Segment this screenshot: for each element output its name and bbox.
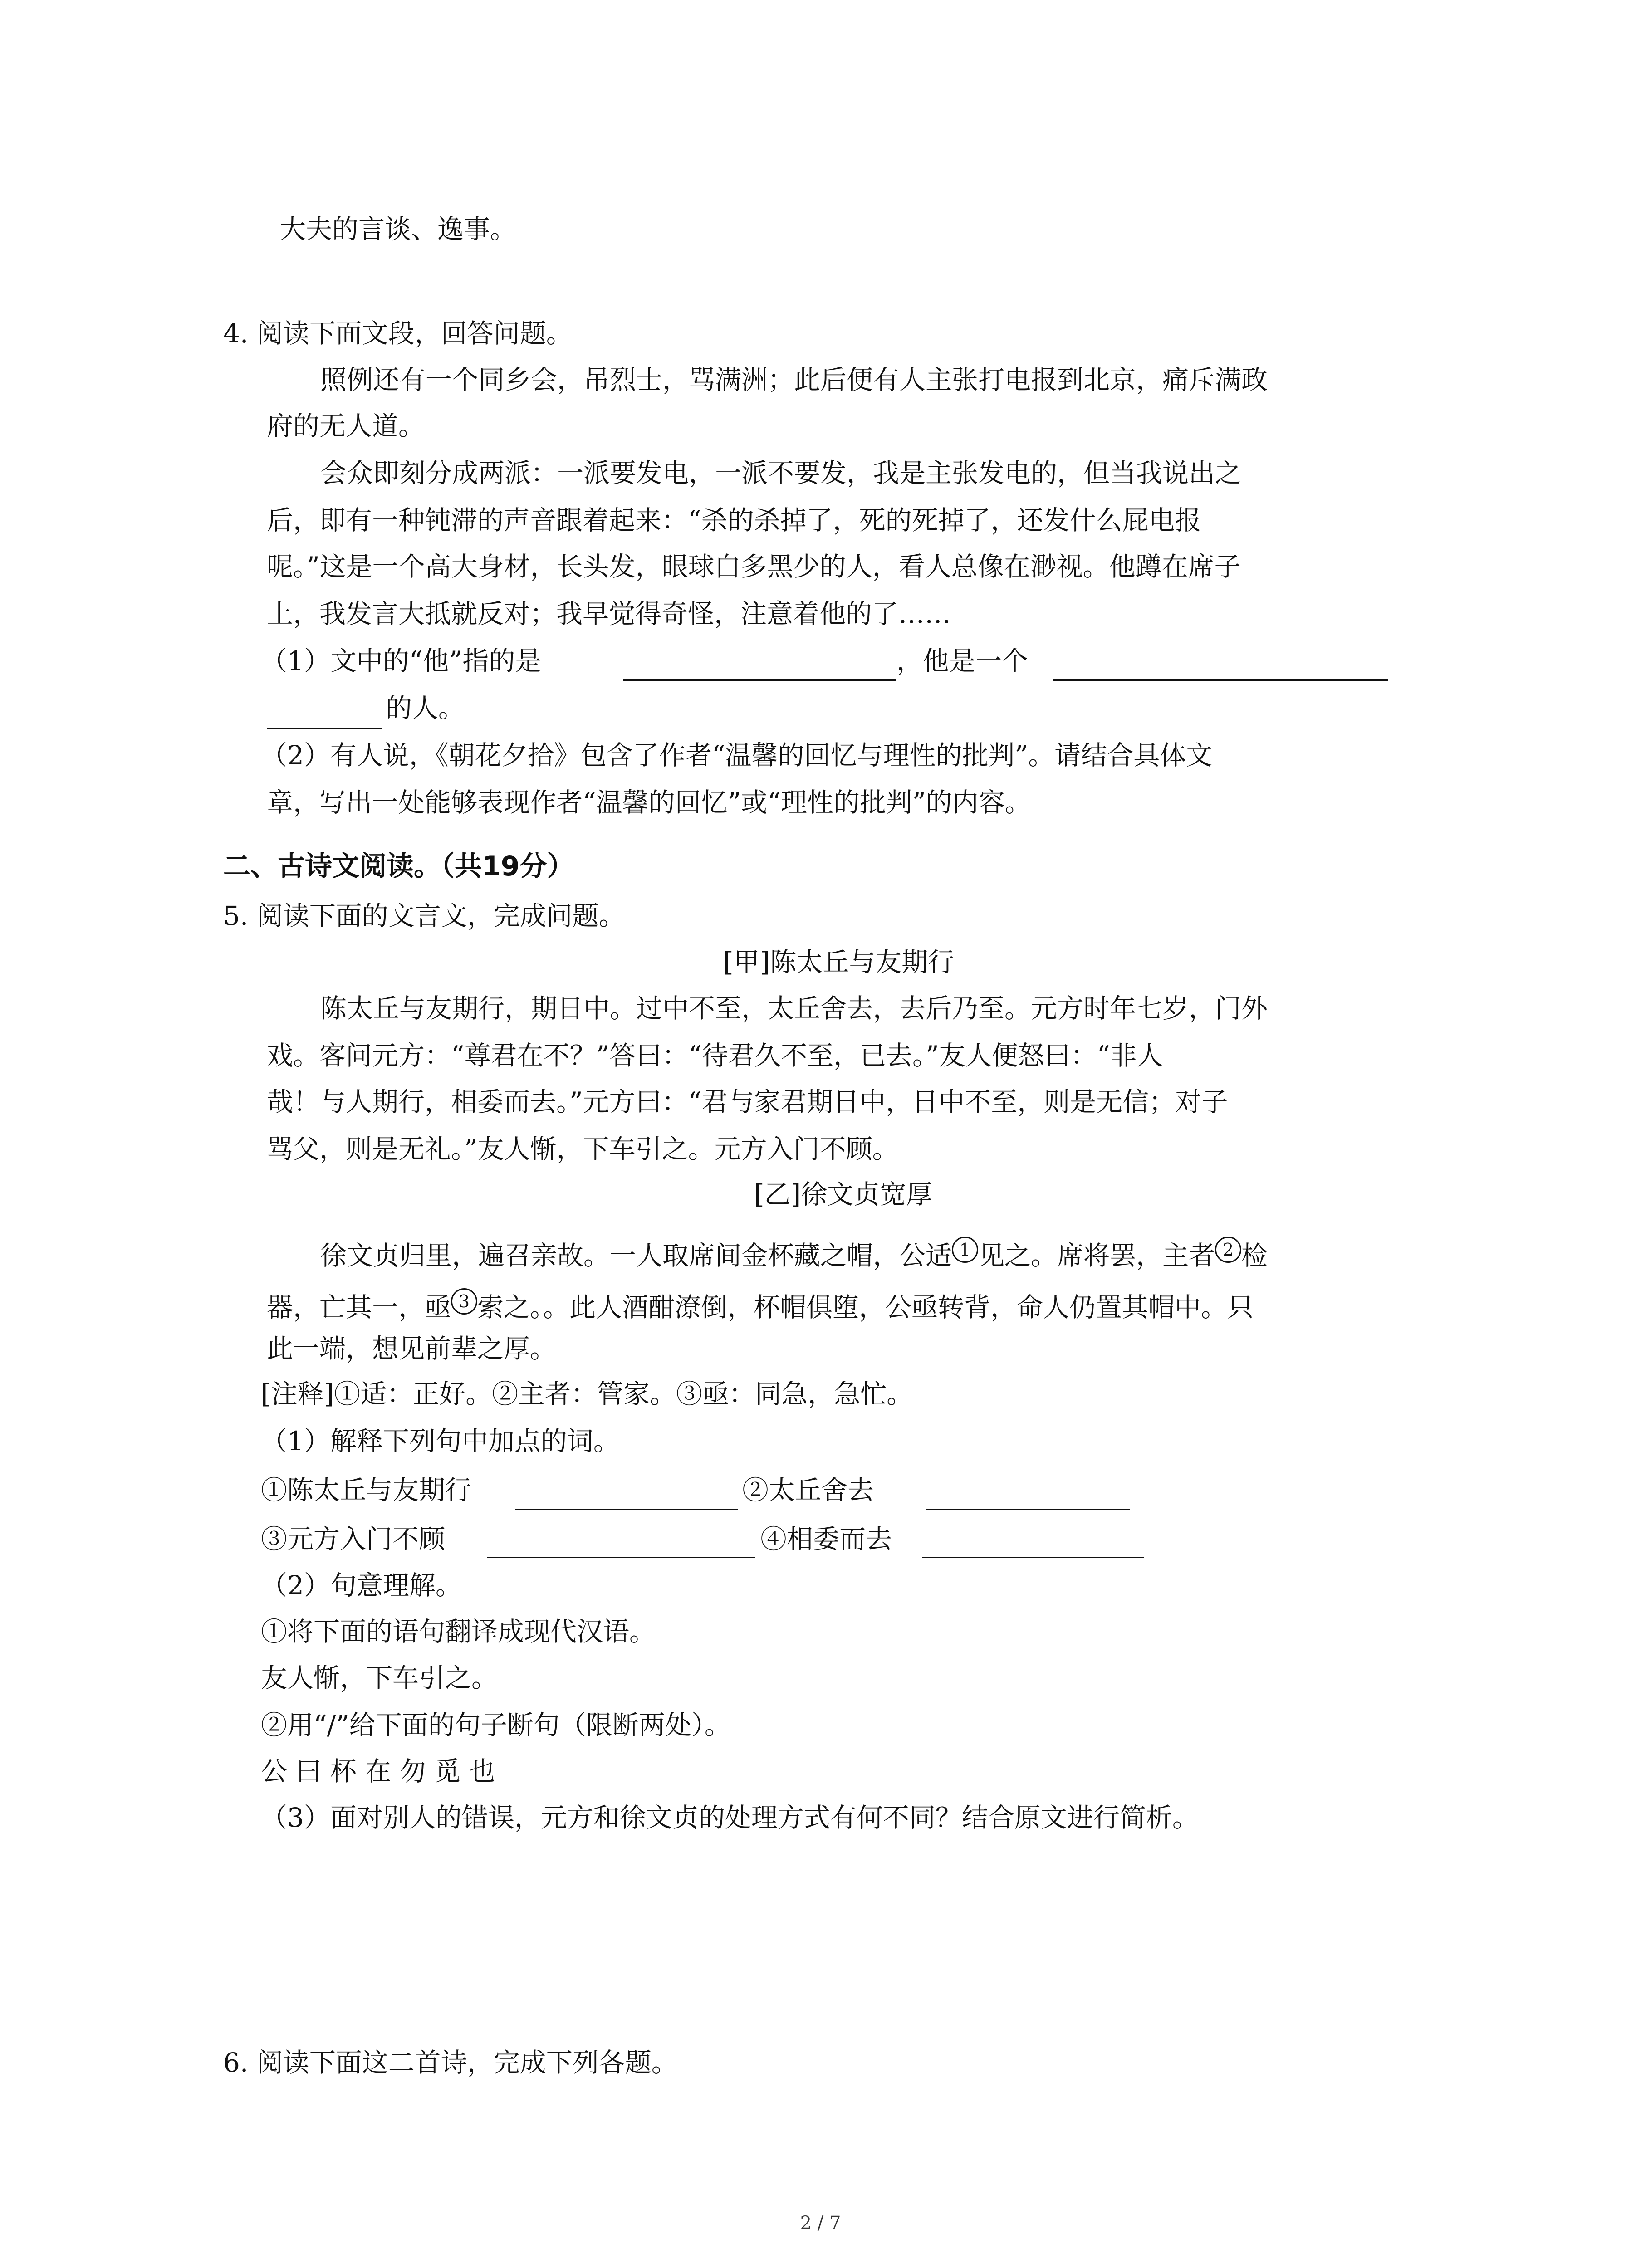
top-line: 大夫的言谈、逸事。 <box>279 214 517 244</box>
passage-a-line: 骂父，则是无礼。”友人惭，下车引之。元方入门不顾。 <box>267 1134 899 1164</box>
q4-passage-line: 后，即有一种钝滞的声音跟着起来：“杀的杀掉了，死的死掉了，还发什么屁电报 <box>267 505 1201 536</box>
answer-blank[interactable] <box>487 1557 755 1558</box>
passage-title: [乙]徐文贞宽厚 <box>754 1179 933 1210</box>
q4-sub2-line: 章，写出一处能够表现作者“温馨的回忆”或“理性的批判”的内容。 <box>267 787 1031 818</box>
answer-blank[interactable] <box>267 728 382 729</box>
q4-stem: 4. 阅读下面文段，回答问题。 <box>223 318 573 349</box>
passage-a-line: 哉！与人期行，相委而去。”元方曰：“君与家君期日中，日中不至，则是无信；对子 <box>267 1086 1228 1117</box>
word-item: ①陈太丘与友期行 <box>261 1475 472 1505</box>
q4-passage-line: 上，我发言大抵就反对；我早觉得奇怪，注意着他的了…… <box>267 598 951 629</box>
q4-passage-line: 照例还有一个同乡会，吊烈士，骂满洲；此后便有人主张打电报到北京，痛斥满政 <box>320 364 1268 395</box>
notes: [注释]①适：正好。②主者：管家。③亟：同急，急忙。 <box>261 1378 913 1409</box>
q5-sub3: （3）面对别人的错误，元方和徐文贞的处理方式有何不同？结合原文进行简析。 <box>261 1802 1199 1833</box>
passage-b-text: 徐文贞归里，遍召亲故。一人取席间金杯藏之帽，公适 <box>320 1240 952 1271</box>
q4-sub1-text: （1）文中的“他”指的是 <box>261 645 542 676</box>
passage-b-text: 检 <box>1241 1240 1268 1271</box>
answer-blank[interactable] <box>1053 679 1388 681</box>
q5-stem: 5. 阅读下面的文言文，完成问题。 <box>223 900 625 931</box>
word-item: ③元方入门不顾 <box>261 1524 446 1554</box>
answer-blank[interactable] <box>515 1509 738 1510</box>
q5-sub2-item: ②用“/”给下面的句子断句（限断两处）。 <box>261 1710 731 1740</box>
passage-title: [甲]陈太丘与友期行 <box>723 947 955 978</box>
passage-b-line <box>267 1288 1254 1323</box>
q4-passage-line: 呢。”这是一个高大身材，长头发，眼球白多黑少的人，看人总像在渺视。他蹲在席子 <box>267 551 1241 582</box>
q4-sub2-line: （2）有人说，《朝花夕拾》包含了作者“温馨的回忆与理性的批判”。请结合具体文 <box>261 740 1213 771</box>
passage-b-line: 此一端，想见前辈之厚。 <box>267 1333 557 1364</box>
passage-b-text: 器，亡其一，亟 <box>267 1292 451 1323</box>
q4-passage-line: 会众即刻分成两派：一派要发电，一派不要发，我是主张发电的，但当我说出之 <box>320 458 1242 489</box>
q5-sub2-sentence: 友人惭，下车引之。 <box>261 1662 498 1693</box>
passage-a-line: 戏。客问元方：“尊君在不？”答曰：“待君久不至，已去。”友人便怒曰：“非人 <box>267 1040 1163 1071</box>
q5-sub2-item: ①将下面的语句翻译成现代汉语。 <box>261 1616 656 1647</box>
footnote-marker: 3 <box>451 1288 477 1315</box>
passage-b-line <box>320 1237 1268 1269</box>
section-heading: 二、古诗文阅读。（共19分） <box>223 850 574 882</box>
answer-blank[interactable] <box>623 679 896 681</box>
footnote-marker: 2 <box>1215 1237 1241 1263</box>
passage-b-text: 见之。席将罢，主者 <box>978 1240 1215 1271</box>
footnote-marker: 1 <box>952 1237 978 1263</box>
q5-sub2: （2）句意理解。 <box>261 1570 462 1601</box>
answer-blank[interactable] <box>922 1557 1144 1558</box>
q5-sub2-sentence: 公 曰 杯 在 勿 觅 也 <box>261 1756 495 1787</box>
q4-passage-line: 府的无人道。 <box>267 411 425 441</box>
q6-stem: 6. 阅读下面这二首诗，完成下列各题。 <box>223 2047 678 2078</box>
passage-b-text: 索之。。此人酒酣潦倒，杯帽俱堕，公亟转背，命人仍置其帽中。只 <box>477 1292 1254 1323</box>
answer-blank[interactable] <box>926 1509 1130 1510</box>
word-item: ②太丘舍去 <box>742 1475 874 1505</box>
q5-sub1: （1）解释下列句中加点的词。 <box>261 1426 620 1457</box>
q4-sub1-text: 的人。 <box>386 693 465 723</box>
passage-a-line: 陈太丘与友期行，期日中。过中不至，太丘舍去，去后乃至。元方时年七岁，门外 <box>320 993 1268 1024</box>
word-item: ④相委而去 <box>760 1524 892 1554</box>
q4-sub1-text: ，他是一个 <box>896 645 1029 676</box>
page-number: 2 / 7 <box>800 2213 841 2234</box>
